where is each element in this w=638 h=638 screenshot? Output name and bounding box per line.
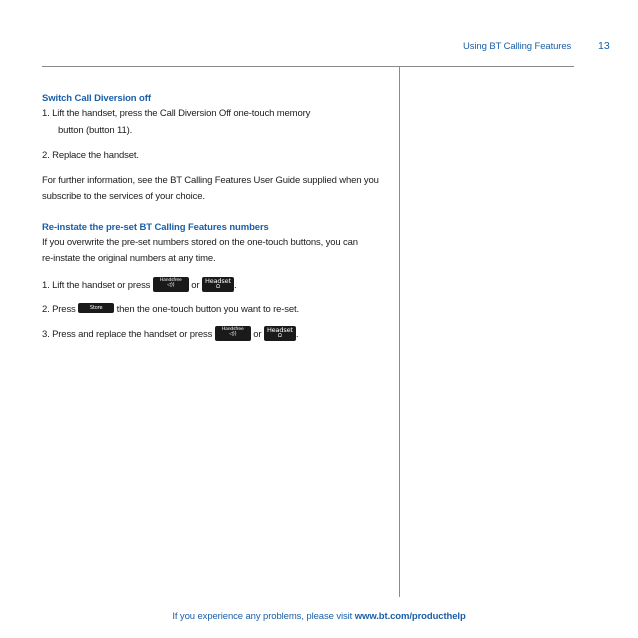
headset-key xyxy=(264,326,296,341)
handsfree-key xyxy=(153,277,189,292)
headset-key xyxy=(202,277,234,292)
step-2-prefix: 2. Press xyxy=(42,304,76,315)
section-heading-reinstate: Re-instate the pre-set BT Calling Features numbers xyxy=(42,222,269,233)
footer-link[interactable]: www.bt.com/producthelp xyxy=(354,611,466,622)
step-1-line-1: 1. Lift the handset, press the Call Diversion Off one-touch memory xyxy=(42,108,311,119)
step-2: 2. Replace the handset. xyxy=(42,150,139,161)
reinstate-step-3 xyxy=(42,327,298,343)
paragraph-line-1: For further information, see the BT Calling Features User Guide supplied when you xyxy=(42,175,379,186)
handsfree-key-label: Handsfree xyxy=(221,327,244,332)
headset-icon: Ω xyxy=(216,284,220,290)
header-rule xyxy=(42,66,574,67)
headset-key-label: Headset xyxy=(205,277,231,285)
intro-line-2: re-instate the original numbers at any time. xyxy=(42,253,216,264)
step-1-end: . xyxy=(233,280,237,292)
step-2-suffix: then the one-touch button you want to re-set. xyxy=(116,304,299,315)
paragraph-line-2: subscribe to the services of your choice. xyxy=(42,191,205,202)
headset-icon: Ω xyxy=(278,333,282,339)
footer xyxy=(0,611,638,622)
headset-key-label: Headset xyxy=(266,326,293,334)
handsfree-key-label: Handsfree xyxy=(159,278,182,283)
page-number: 13 xyxy=(598,40,610,52)
section-heading-switch-diversion-off: Switch Call Diversion off xyxy=(42,93,151,104)
step-1-prefix: 1. Lift the handset or press xyxy=(42,280,151,292)
speaker-icon: ◁)) xyxy=(167,282,175,288)
step-1-or: or xyxy=(191,280,200,292)
step-3-or: or xyxy=(253,329,262,341)
speaker-icon: ◁)) xyxy=(229,331,237,337)
handsfree-key xyxy=(215,326,251,341)
intro-line-1: If you overwrite the pre-set numbers stored on the one-touch buttons, you can xyxy=(42,237,358,248)
step-3-prefix: 3. Press and replace the handset or press xyxy=(42,329,213,341)
column-rule xyxy=(399,67,400,597)
footer-text: If you experience any problems, please visit xyxy=(172,611,355,622)
header-title: Using BT Calling Features xyxy=(463,41,572,52)
reinstate-step-2 xyxy=(42,302,299,318)
step-3-end: . xyxy=(295,329,299,341)
reinstate-step-1 xyxy=(42,278,236,294)
store-key: Store xyxy=(78,303,114,313)
step-1-line-2: button (button 11). xyxy=(58,125,133,136)
